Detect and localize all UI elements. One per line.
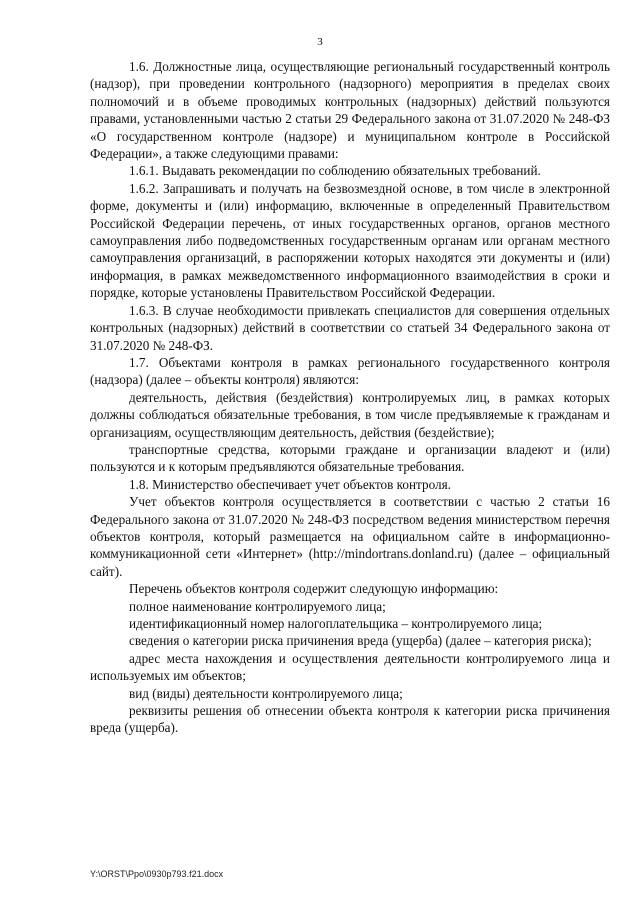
paragraph-1-6: 1.6. Должностные лица, осуществляющие региональный государственный контроль (надзор), при проведении контрольного (надзорного) мероприятия в пределах своих полномочий и в объеме проводимых контрольных (надзорных) действий пользуются правами, установленными частью 2 статьи 29 Федерального закона от 31.07.2020 № 248-ФЗ «О государственном контроле (надзоре) и муниципальном контроле в Российской Федерации», а также следующими правами: [90, 59, 610, 162]
paragraph-1-6-3: 1.6.3. В случае необходимости привлекать специалистов для совершения отдельных контрольных (надзорных) действий в соответствии со статьей 34 Федерального закона от 31.07.2020 № 248-ФЗ. [90, 302, 610, 353]
list-item-taxpayer-id: идентификационный номер налогоплательщика – контролируемого лица; [129, 616, 543, 631]
list-item-address: адрес места нахождения и осуществления деятельности контролируемого лица и используемых им объектов; [90, 650, 610, 684]
list-item-risk-category: сведения о категории риска причинения вреда (ущерба) (далее – категория риска); [129, 633, 592, 649]
paragraph-1-8: 1.8. Министерство обеспечивает учет объектов контроля. [129, 476, 451, 492]
paragraph-registry-contents: Перечень объектов контроля содержит следующую информацию: [129, 581, 499, 597]
document-body [90, 58, 610, 737]
paragraph-1-6-1: 1.6.1. Выдавать рекомендации по соблюдению обязательных требований. [129, 163, 541, 179]
paragraph-1-7: 1.7. Объектами контроля в рамках регионального государственного контроля (надзора) (далее – объекты контроля) являются: [90, 354, 610, 388]
paragraph-control-object-activity: деятельность, действия (бездействия) контролируемых лиц, в рамках которых должны соблюдаться обязательные требования, в том числе предъявляемые к гражданам и организациям, осуществляющим деятельность, действия (бездействие); [90, 389, 610, 440]
list-item-activity-type: вид (виды) деятельности контролируемого лица; [129, 685, 403, 701]
paragraph-control-object-vehicles: транспортные средства, которыми граждане и организации владеют и (или) пользуются и к которым предъявляются обязательные требования. [90, 441, 610, 475]
paragraph-1-6-2: 1.6.2. Запрашивать и получать на безвозмездной основе, в том числе в электронной форме, документы и (или) информацию, включенные в определенный Правительством Российской Федерации перечень, от иных государственных органов, органов местного самоуправления либо подведомственных государственным органам или органам местного самоуправления организаций, в распоряжении которых находятся эти документы и (или) информация, в рамках межведомственного информационного взаимодействия в сроки и порядке, которые установлены Правительством Российской Федерации. [90, 180, 610, 301]
list-item-decision-details: реквизиты решения об отнесении объекта контроля к категории риска причинения вреда (ущерба). [90, 703, 610, 736]
list-item-full-name: полное наименование контролируемого лица; [129, 598, 386, 614]
page-number: 3 [317, 36, 323, 48]
footer-file-path: Y:\ORST\Ppo\0930p793.f21.docx [90, 869, 224, 879]
paragraph-registry-accounting: Учет объектов контроля осуществляется в соответствии с частью 2 статьи 16 Федерального закона от 31.07.2020 № 248-ФЗ посредством ведения министерством перечня объектов контроля, который размещается на официальном сайте в информационно-коммуникационной сети «Интернет» (http://mindortrans.donland.ru) (далее – официальный сайт). [90, 494, 610, 579]
